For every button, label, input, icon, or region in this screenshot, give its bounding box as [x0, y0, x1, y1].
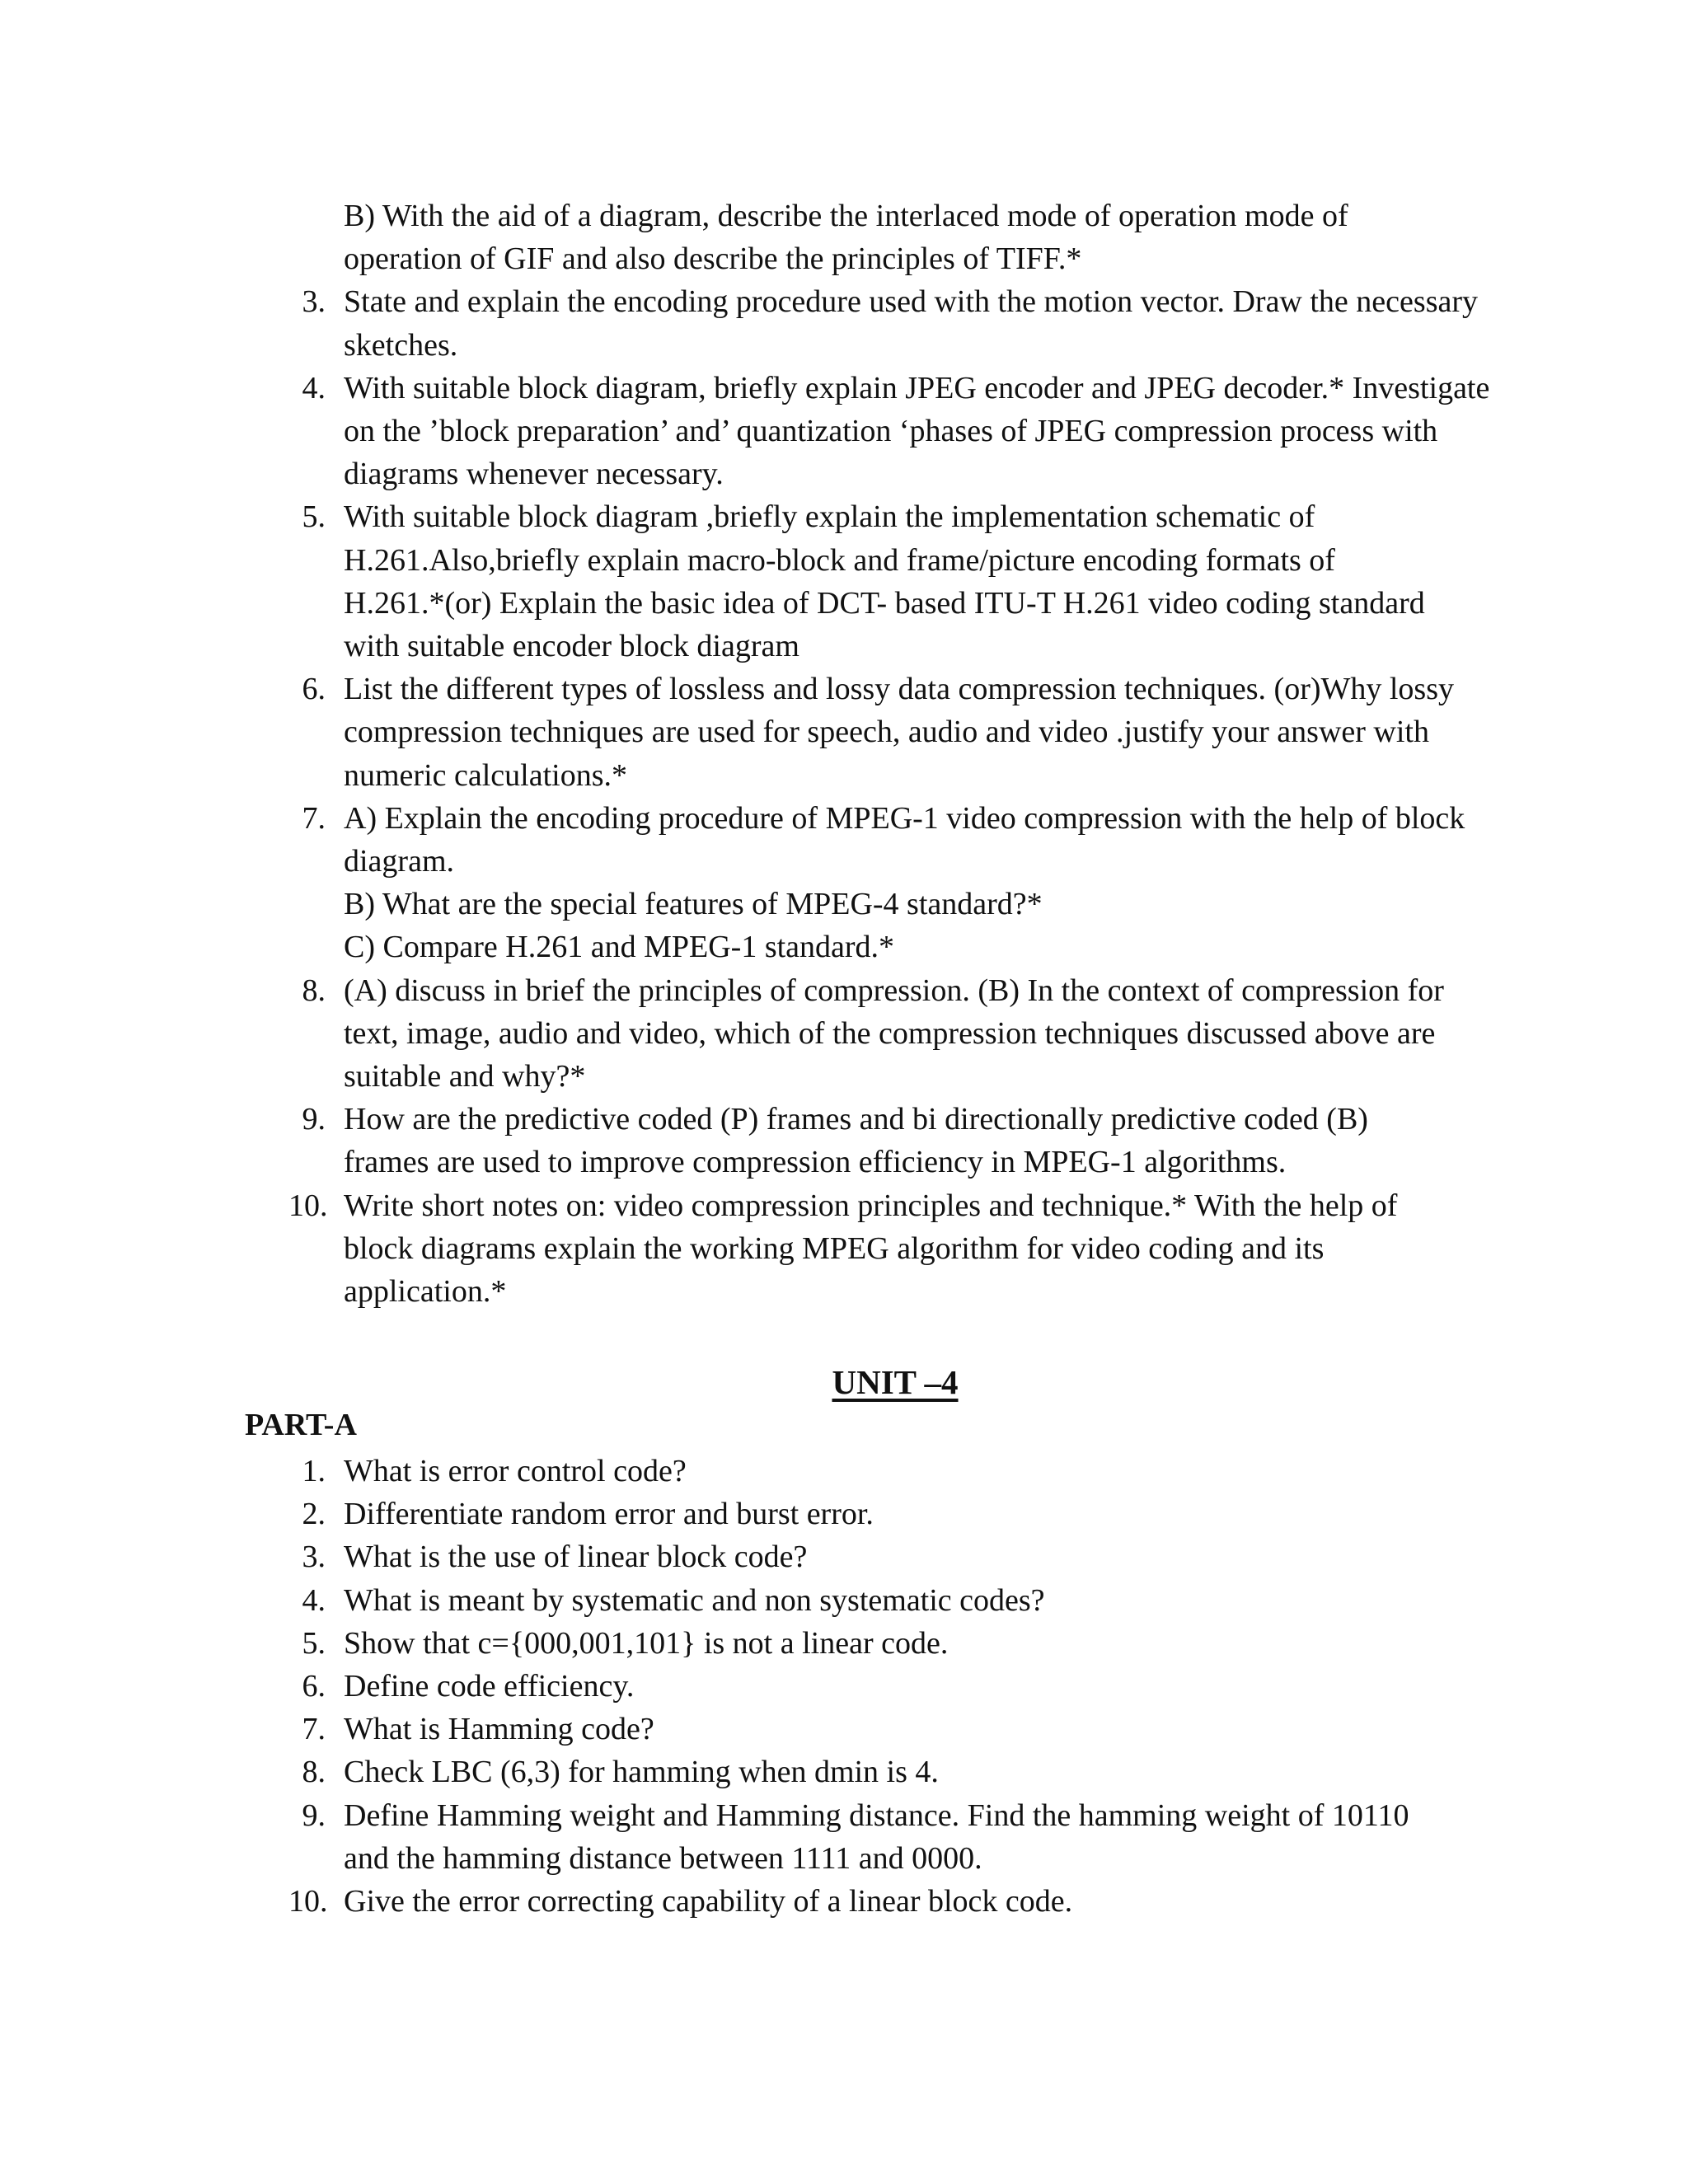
part-a-question-2: [0, 1493, 1688, 1535]
unit-heading-text: UNIT –4: [832, 1363, 959, 1401]
question-number: 5.: [302, 1625, 326, 1661]
question-text-line: block diagrams explain the working MPEG algorithm for video coding and its: [344, 1230, 1325, 1266]
question-number: 2.: [302, 1497, 326, 1532]
question-number: 6.: [302, 672, 326, 707]
question-number: 4.: [302, 1582, 326, 1618]
question-text-line: H.261.*(or) Explain the basic idea of DCT- based ITU-T H.261 video coding standard: [344, 585, 1425, 621]
question-text-line: with suitable encoder block diagram: [344, 629, 799, 664]
question-3: [0, 280, 1688, 366]
question-text-line: sketches.: [344, 327, 458, 363]
question-text-line: What is the use of linear block code?: [344, 1540, 808, 1575]
question-number: 8.: [302, 972, 326, 1008]
question-text-line: diagrams whenever necessary.: [344, 457, 724, 492]
question-number: 9.: [302, 1102, 326, 1137]
question-6: [0, 668, 1688, 797]
question-text-line: With suitable block diagram, briefly explain JPEG encoder and JPEG decoder.* Investigate: [344, 370, 1490, 405]
question-list-part-b: [0, 194, 1688, 1313]
question-text-line: text, image, audio and video, which of the compression techniques discussed above are: [344, 1015, 1436, 1051]
question-text-line: diagram.: [344, 844, 455, 879]
question-8: [0, 969, 1688, 1099]
question-text-line: operation of GIF and also describe the principles of TIFF.*: [344, 241, 1082, 277]
part-a-question-9: [0, 1794, 1688, 1880]
question-number: 9.: [302, 1797, 326, 1833]
unit-heading: [51, 1362, 1688, 1402]
question-10: [0, 1184, 1688, 1314]
question-text-line: What is error control code?: [344, 1454, 687, 1488]
question-text-line: How are the predictive coded (P) frames and bi directionally predictive coded (B): [344, 1102, 1368, 1137]
question-text-line: H.261.Also,briefly explain macro-block and frame/picture encoding formats of: [344, 542, 1335, 578]
question-number: 3.: [302, 1540, 326, 1575]
question-text-line: List the different types of lossless and lossy data compression techniques. (or)Why lossy: [344, 672, 1454, 707]
question-text-line: Check LBC (6,3) for hamming when dmin is 4.: [344, 1755, 939, 1790]
part-a-question-3: [0, 1535, 1688, 1578]
question-text-line: Give the error correcting capability of a linear block code.: [344, 1884, 1073, 1919]
question-text-line: and the hamming distance between 1111 and 0000.: [344, 1840, 982, 1876]
question-text-line: A) Explain the encoding procedure of MPEG-1 video compression with the help of block: [344, 800, 1465, 836]
question-number: 3.: [302, 284, 326, 320]
question-text-line: Show that c={000,001,101} is not a linear code.: [344, 1625, 949, 1661]
question-text-line: B) With the aid of a diagram, describe the interlaced mode of operation mode of: [344, 199, 1348, 233]
question-text-line: With suitable block diagram ,briefly explain the implementation schematic of: [344, 499, 1315, 535]
part-a-question-10: [0, 1880, 1688, 1923]
question-text-line: Define Hamming weight and Hamming distance. Find the hamming weight of 10110: [344, 1797, 1409, 1833]
question-text-line: B) What are the special features of MPEG-4 standard?*: [344, 887, 1043, 922]
question-text-line: C) Compare H.261 and MPEG-1 standard.*: [344, 930, 895, 965]
part-a-question-7: [0, 1708, 1688, 1750]
question-text-line: numeric calculations.*: [344, 757, 627, 793]
part-a-question-6: [0, 1665, 1688, 1708]
question-text-line: compression techniques are used for speech, audio and video .justify your answer with: [344, 715, 1429, 750]
question-list-part-a: [0, 1450, 1688, 1923]
question-text-line: What is meant by systematic and non systematic codes?: [344, 1582, 1045, 1618]
part-heading: PART-A: [245, 1408, 357, 1442]
question-number: 4.: [302, 370, 326, 405]
question-number: 10.: [288, 1188, 328, 1223]
question-2b-continuation: [0, 194, 1688, 280]
question-number: 10.: [288, 1884, 328, 1919]
part-a-question-5: [0, 1622, 1688, 1665]
question-text-line: What is Hamming code?: [344, 1712, 654, 1747]
question-text-line: suitable and why?*: [344, 1059, 586, 1094]
question-number: 8.: [302, 1755, 326, 1790]
question-text-line: (A) discuss in brief the principles of compression. (B) In the context of compression for: [344, 972, 1444, 1008]
part-a-question-1: [0, 1450, 1688, 1493]
part-a-question-4: [0, 1579, 1688, 1622]
question-number: 7.: [302, 800, 326, 836]
question-5: [0, 495, 1688, 668]
part-a-question-8: [0, 1750, 1688, 1793]
question-9: [0, 1098, 1688, 1183]
question-text-line: on the ’block preparation’ and’ quantization ‘phases of JPEG compression process with: [344, 414, 1438, 449]
question-text-line: Define code efficiency.: [344, 1669, 635, 1704]
question-text-line: application.*: [344, 1274, 507, 1310]
question-7: [0, 797, 1688, 969]
question-4: [0, 367, 1688, 496]
question-number: 1.: [302, 1454, 326, 1488]
question-text-line: frames are used to improve compression efficiency in MPEG-1 algorithms.: [344, 1145, 1287, 1180]
question-text-line: State and explain the encoding procedure used with the motion vector. Draw the necessary: [344, 284, 1478, 320]
question-number: 6.: [302, 1669, 326, 1704]
question-text-line: Write short notes on: video compression principles and technique.* With the help of: [344, 1188, 1398, 1223]
question-number: 5.: [302, 499, 326, 535]
question-text-line: Differentiate random error and burst error.: [344, 1497, 874, 1532]
question-number: 7.: [302, 1712, 326, 1747]
